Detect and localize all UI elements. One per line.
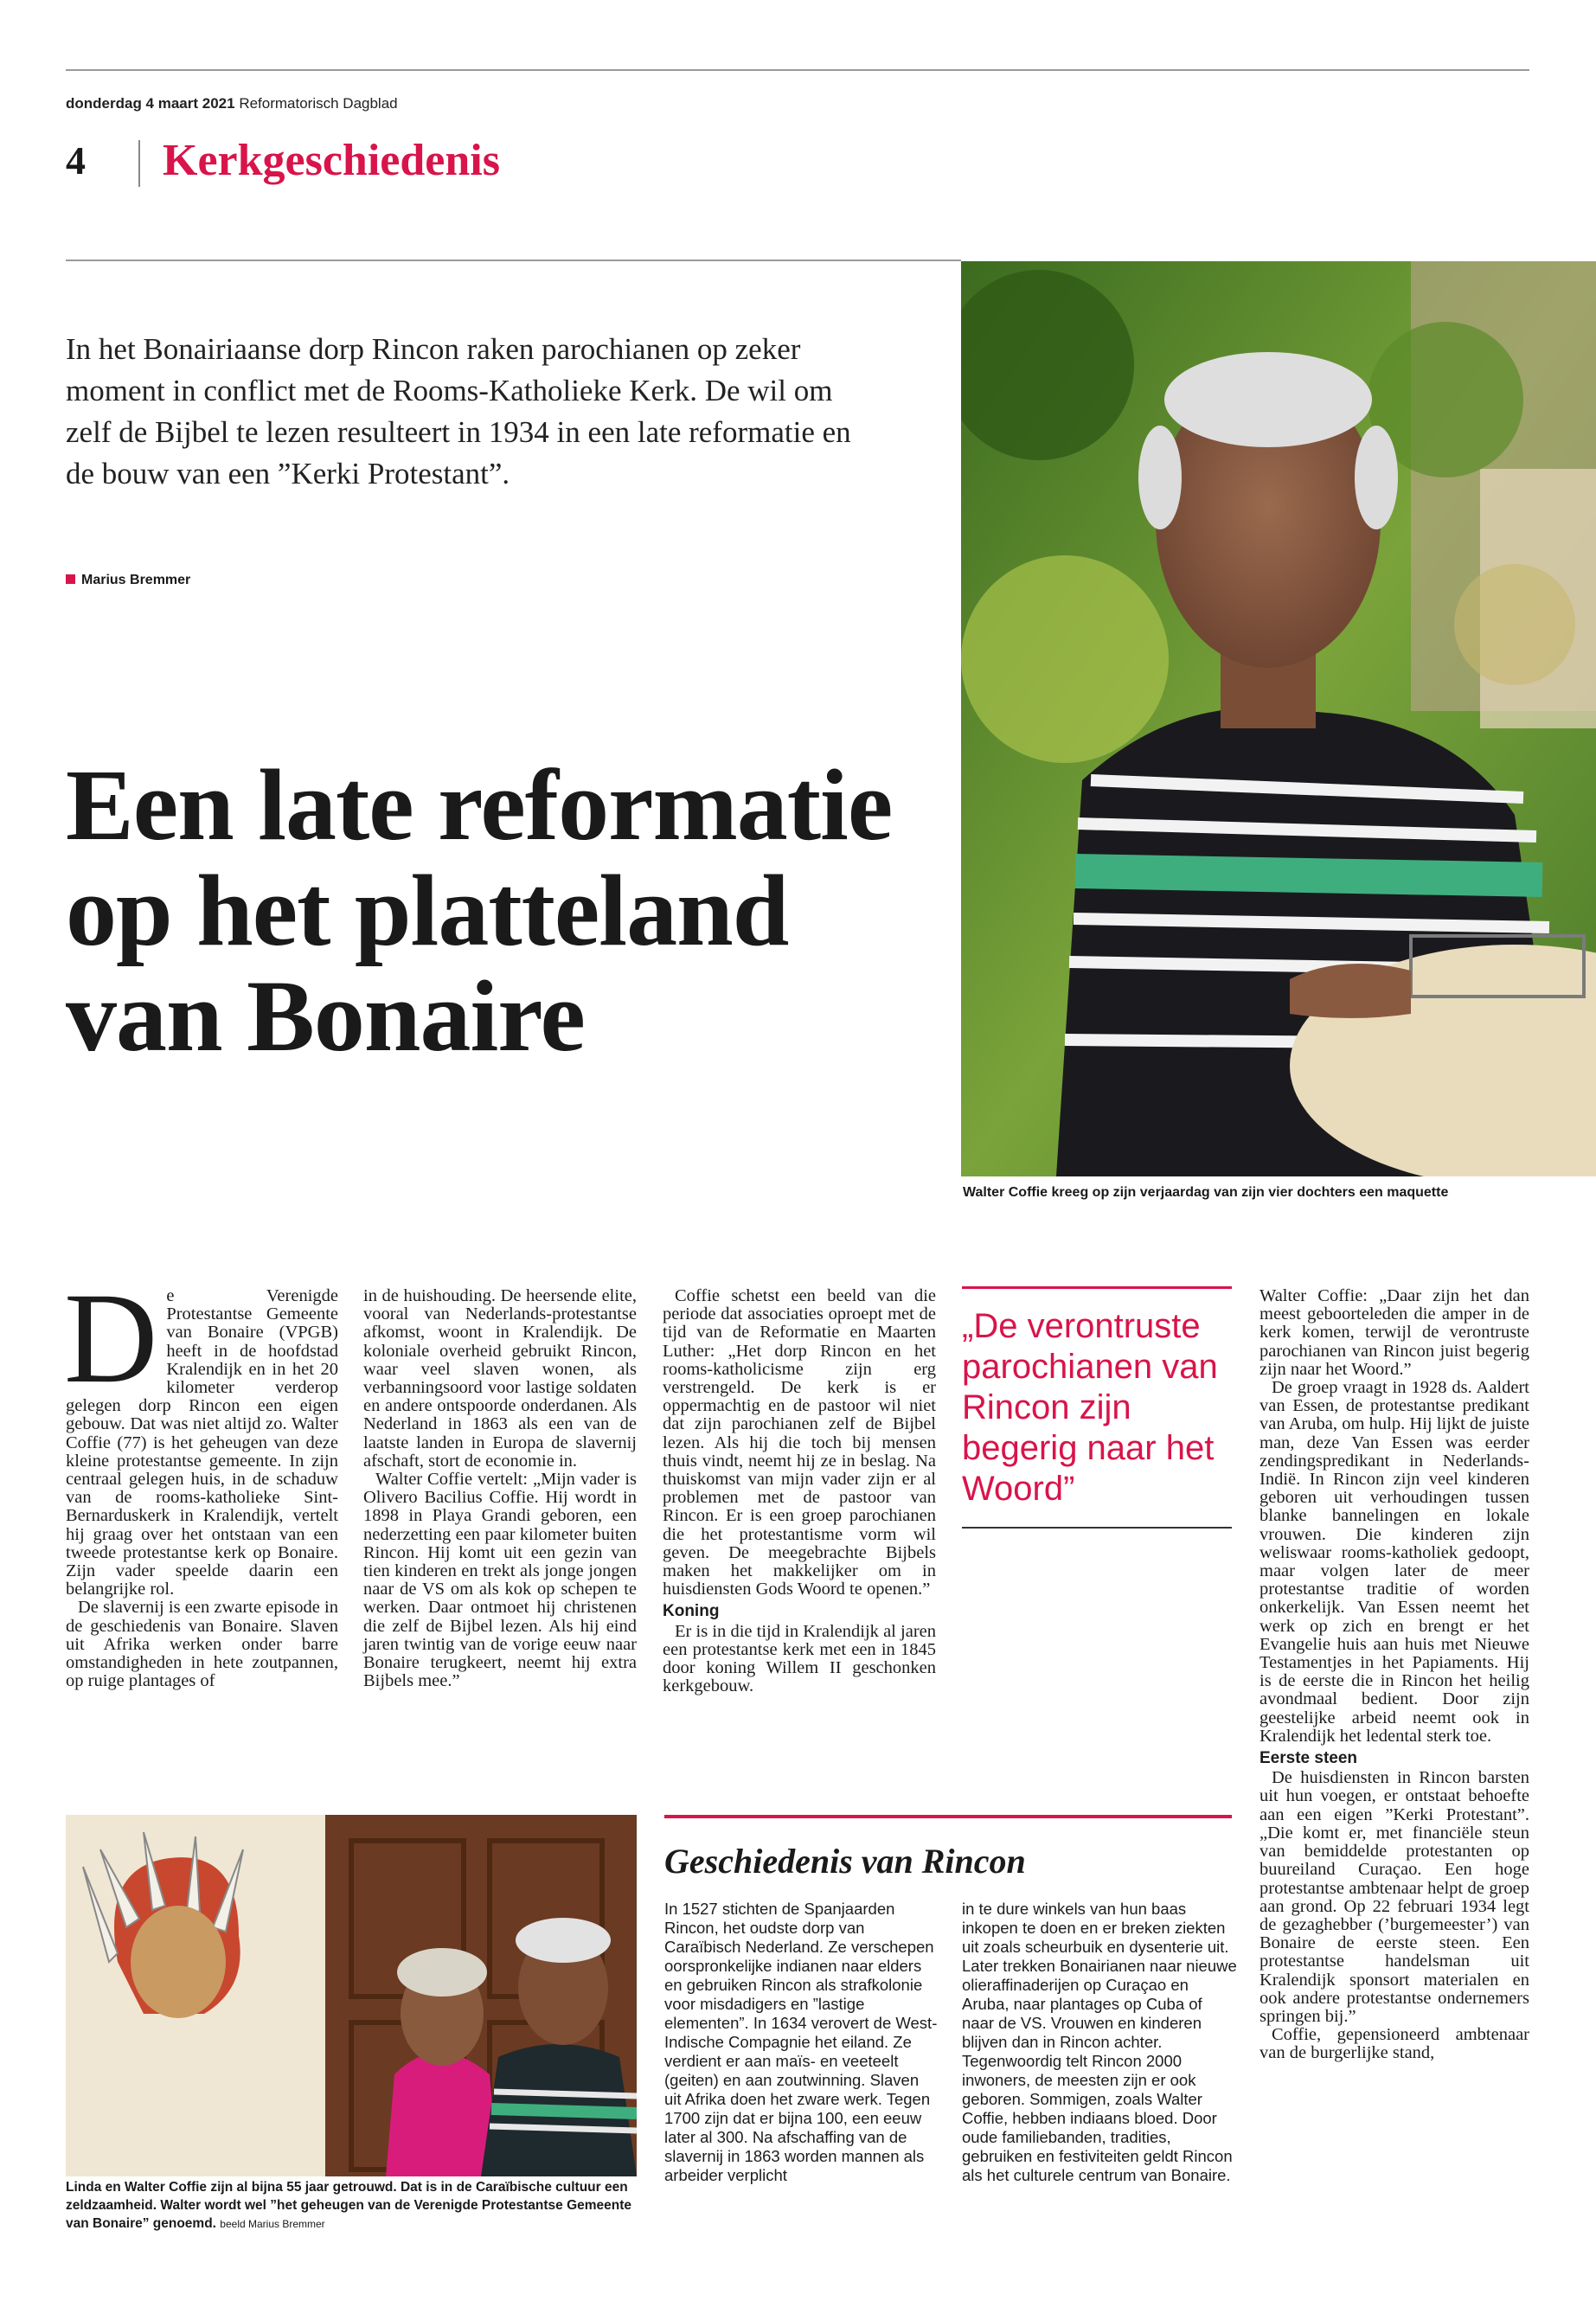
section-divider: [138, 140, 140, 187]
article-column-2: [363, 1287, 637, 1690]
paragraph: e Verenigde Protestantse Gemeente van Bonaire (VPGB) heeft in de hoofdstad Kralendijk en in het 20 kilometer verderop gelegen dorp Rincon een eigen gebouw. Dat was niet altijd zo. Walter Coffie (77) is het geheugen van deze kleine protestantse gemeente. In zijn centraal gelegen huis, in de schaduw van de rooms-katholieke Sint-Bernarduskerk in Kralendijk, vertelt hij graag over het ontstaan van een tweede protestantse kerk op Bonaire. Zijn vader speelde daarin een belangrijke rol.: [66, 1286, 338, 1599]
sidebar-column-2: [962, 1900, 1237, 2185]
sidebar-column-1: [664, 1900, 939, 2185]
couple-photo: [66, 1815, 637, 2176]
section-title: Kerkgeschiedenis: [163, 136, 500, 185]
page-number: 4: [66, 138, 86, 183]
paragraph: Coffie, gepensioneerd ambtenaar van de burgerlijke stand,: [1259, 2025, 1529, 2063]
paragraph: in de huishouding. De heersende elite, vooral van Nederlands-protestantse afkomst, woont in Kralendijk. De koloniale overheid gebruikt Rincon, waar veel slaven wonen, als verbanningsoord voor lastige soldaten en andere ontspoorde onderdanen. Als Nederland in 1863 als een van de laatste landen in Europa de slavernij afschaft, stort de economie in.: [363, 1286, 637, 1471]
subheading-eerste-steen: Eerste steen: [1259, 1749, 1358, 1768]
subheading-koning: Koning: [663, 1602, 720, 1621]
couple-photo-caption: Linda en Walter Coffie zijn al bijna 55 jaar getrouwd. Dat is in de Caraïbische cultuur een zeldzaamheid. Walter wordt wel ”het geheugen van de Verenigde Protestantse Gemeente van Bonaire” genoemd. beeld Marius Bremmer: [66, 2180, 632, 2231]
paragraph: In 1527 stichten de Spanjaarden Rincon, het oudste dorp van Caraïbisch Nederland. Ze verschepen oorspronkelijke indianen naar elders en gebruiken Rincon als strafkolonie voor misdadigers en ”lastige elementen”. In 1634 verovert de West-Indische Compagnie het eiland. Ze verdient er aan maïs- en veeteelt (geiten) en aan zoutwinning. Slaven uit Afrika doen het zware werk. Tegen 1700 zijn dat er bijna 100, een eeuw later al 300. Na afschaffing van de slavernij in 1863 worden mannen als arbeider verplicht: [664, 1900, 938, 2184]
pullquote-bottom-rule: [962, 1527, 1232, 1529]
sidebar-top-rule: [664, 1815, 1232, 1818]
main-photo-caption: Walter Coffie kreeg op zijn verjaardag van zijn vier dochters een maquette: [963, 1185, 1449, 1200]
article-column-1: [64, 1266, 338, 1691]
intro-text: In het Bonairiaanse dorp Rincon raken parochianen op zeker moment in conflict met de Rooms-Katholieke Kerk. De wil om zelf de Bijbel te lezen resulteert in 1934 in een late reformatie en de bouw van een ”Kerki Protestant”.: [66, 332, 851, 490]
drop-cap: D: [64, 1266, 158, 1410]
main-photo: [961, 261, 1596, 1176]
paragraph: Coffie schetst een beeld van die periode dat associaties oproept met de tijd van de Reformatie en Maarten Luther: „Het dorp Rincon en het rooms-katholicisme zijn erg verstrengeld. De kerk is er oppermachtig en de pastoor wil niet dat zijn parochianen zelf de Bijbel lezen. Als hij die toch bij mensen thuis vindt, neemt hij ze in beslag. Na thuiskomst van mijn vader zijn er al problemen met de pastoor van Rincon. Er is een groep parochianen die het protestantisme vorm wil geven. De meegebrachte Bijbels maken het makkelijker om in huisdiensten Gods Woord te openen.”: [663, 1286, 936, 1599]
headline: Een late reformatie op het platteland van Bonaire: [66, 748, 893, 1073]
paragraph: Walter Coffie: „Daar zijn het dan meest geboorteleden die amper in de kerk komen, terwijl de verontruste parochianen van Rincon juist begerig zijn naar het Woord.”: [1259, 1286, 1529, 1379]
byline-marker-icon: [66, 574, 75, 584]
pullquote-top-rule: [962, 1286, 1232, 1289]
paragraph: Er is in die tijd in Kralendijk al jaren een protestantse kerk met een in 1845 door koning Willem II geschonken kerkgebouw.: [663, 1621, 936, 1696]
byline: Marius Bremmer: [66, 573, 190, 588]
top-rule: [66, 69, 1529, 71]
paragraph: in te dure winkels van hun baas inkopen te doen en er breken ziekten uit zoals scheurbuik en dysenterie uit. Later trekken Bonairianen naar nieuwe olieraffinaderijen op Curaçao en Aruba, naar plantages op Cuba of naar de VS. Vrouwen en kinderen blijven dan in Rincon achter. Tegenwoordig telt Rincon 2000 inwoners, de meesten zijn er ook geboren. Sommigen, zoals Walter Coffie, hebben indiaans bloed. Door oude familiebanden, tradities, gebruiken en festiviteiten geldt Rincon als het culturele centrum van Bonaire.: [962, 1900, 1237, 2184]
photo-credit: beeld Marius Bremmer: [220, 2218, 325, 2230]
pullquote: „De verontruste parochianen van Rincon zijn begerig naar het Woord”: [962, 1307, 1218, 1508]
paragraph: De huisdiensten in Rincon barsten uit hun voegen, er ontstaat behoefte aan een eigen ”Kerki Protestant”. „Die komt er, met financiële steun van bemiddelde protestanten op buureiland Curaçao. Een hoge protestantse ambtenaar helpt de groep aan grond. Op 22 februari 1934 legt de gezaghebber (’burgemeester’) van Bonaire de eerste steen. Een protestantse handelsman uit Kralendijk sponsort materialen en ook andere protestantse ondernemers springen bij.”: [1259, 1768, 1529, 2026]
paragraph: De groep vraagt in 1928 ds. Aaldert van Essen, de protestantse predikant van Aruba, om hulp. Hij lijkt de juiste man, deze Van Essen was eerder zendingspredikant in Nederlands-Indië. In Rincon zijn veel kinderen geboren uit verhoudingen tussen blanke bannelingen en lokale vrouwen. Die kinderen zijn weliswaar rooms-katholiek gedoopt, maar volgen later de meer protestantse traditie of worden onkerkelijk. Van Essen neemt het werk op zich en brengt er het Evangelie huis aan huis met Nieuwe Testamentjes in het Papiaments. Hij is de eerste die in Rincon het heilig avondmaal bedient. Door zijn geestelijke arbeid neemt ook in Kralendijk het ledental sterk toe.: [1259, 1378, 1529, 1746]
header-rule: [66, 260, 961, 261]
sidebar-title: Geschiedenis van Rincon: [664, 1842, 1026, 1881]
dateline: donderdag 4 maart 2021 Reformatorisch Dagblad: [66, 95, 398, 112]
paragraph: Walter Coffie vertelt: „Mijn vader is Olivero Bacilius Coffie. Hij wordt in 1898 in Playa Grandi geboren, een nederzetting een paar kilometer buiten Rincon. Hij komt uit een gezin van tien kinderen en trekt als jonge jongen naar de VS om als kok op schepen te werken. Daar ontmoet hij christenen die zelf de Bijbel lezen. Als hij eind jaren twintig van de vorige eeuw naar Bonaire terugkeert, neemt hij extra Bijbels mee.”: [363, 1470, 637, 1691]
article-column-5: [1259, 1287, 1529, 2063]
article-column-3: [663, 1287, 936, 1695]
paragraph: De slavernij is een zwarte episode in de geschiedenis van Bonaire. Slaven uit Afrika werken onder barre omstandigheden in hete zoutpannen, op ruige plantages of: [66, 1598, 338, 1691]
